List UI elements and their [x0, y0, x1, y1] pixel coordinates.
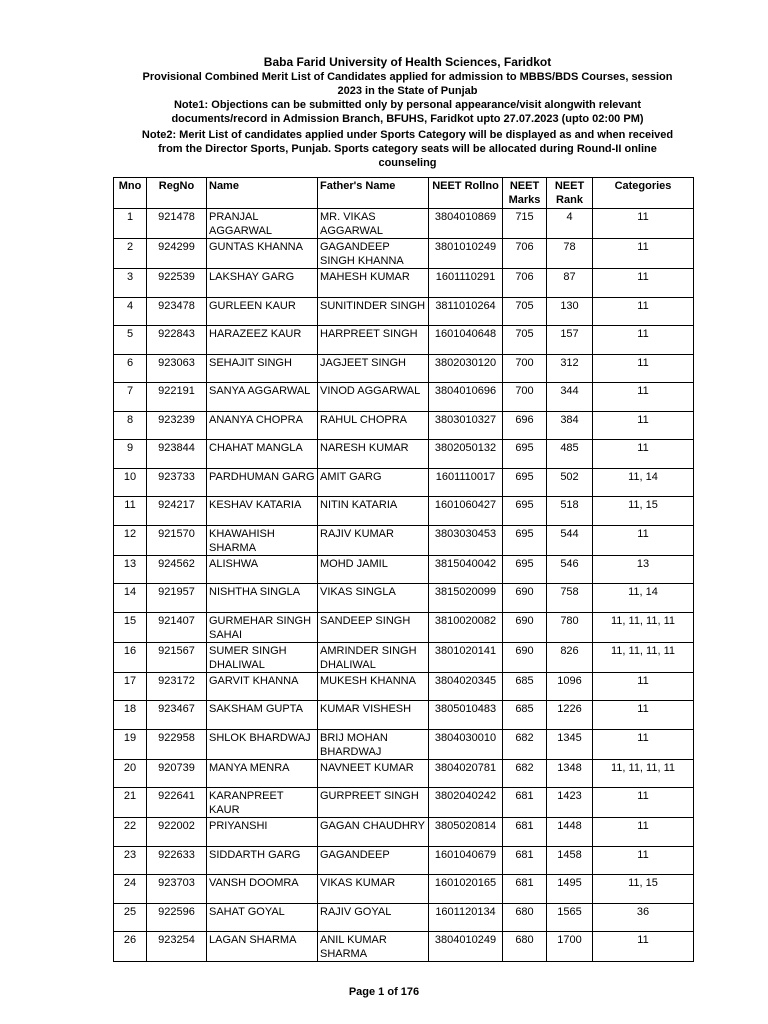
- regno-cell: 923733: [147, 468, 207, 497]
- name-cell: LAGAN SHARMA: [207, 932, 318, 962]
- document-header: [100, 55, 715, 170]
- father-name-cell: RAHUL CHOPRA: [318, 411, 429, 440]
- regno-cell: 921407: [147, 612, 207, 642]
- neet-rank-cell: 344: [547, 383, 593, 412]
- mno-cell: 11: [114, 497, 147, 526]
- mno-cell: 2: [114, 239, 147, 269]
- neet-marks-cell: 681: [503, 788, 547, 818]
- name-cell: KARANPREET KAUR: [207, 788, 318, 818]
- table-row: [114, 729, 694, 759]
- table-row: [114, 269, 694, 298]
- father-name-cell: SANDEEP SINGH: [318, 612, 429, 642]
- col-header-name: Name: [207, 178, 318, 209]
- mno-cell: 18: [114, 701, 147, 730]
- neet-marks-cell: 706: [503, 269, 547, 298]
- neet-rank-cell: 1495: [547, 875, 593, 904]
- categories-cell: 11: [593, 354, 694, 383]
- table-row: [114, 759, 694, 788]
- mno-cell: 14: [114, 584, 147, 613]
- neet-marks-cell: 680: [503, 932, 547, 962]
- neet-rollno-cell: 1601110291: [429, 269, 503, 298]
- table-row: [114, 612, 694, 642]
- name-cell: SANYA AGGARWAL: [207, 383, 318, 412]
- neet-rank-cell: 758: [547, 584, 593, 613]
- father-name-cell: GAGAN CHAUDHRY: [318, 818, 429, 847]
- regno-cell: 923467: [147, 701, 207, 730]
- neet-marks-cell: 705: [503, 326, 547, 355]
- mno-cell: 9: [114, 440, 147, 469]
- note2-line-1: Note2: Merit List of candidates applied under Sports Category will be displayed as and when received: [141, 129, 674, 141]
- regno-cell: 923063: [147, 354, 207, 383]
- name-cell: GURMEHAR SINGH SAHAI: [207, 612, 318, 642]
- name-cell: GARVIT KHANNA: [207, 672, 318, 701]
- neet-rollno-cell: 1601120134: [429, 903, 503, 932]
- regno-cell: 922539: [147, 269, 207, 298]
- categories-cell: 11, 11, 11, 11: [593, 642, 694, 672]
- father-name-cell: MOHD JAMIL: [318, 555, 429, 584]
- name-cell: PRANJAL AGGARWAL: [207, 209, 318, 239]
- categories-cell: 11: [593, 440, 694, 469]
- neet-marks-cell: 680: [503, 903, 547, 932]
- regno-cell: 921567: [147, 642, 207, 672]
- neet-rollno-cell: 3804010869: [429, 209, 503, 239]
- col-header-neet-marks: NEET Marks: [503, 178, 547, 209]
- table-header-row: [114, 178, 694, 209]
- name-cell: SHLOK BHARDWAJ: [207, 729, 318, 759]
- neet-rank-cell: 502: [547, 468, 593, 497]
- table-row: [114, 875, 694, 904]
- neet-marks-cell: 700: [503, 383, 547, 412]
- table-row: [114, 297, 694, 326]
- neet-rollno-cell: 3815040042: [429, 555, 503, 584]
- mno-cell: 4: [114, 297, 147, 326]
- university-name: Baba Farid University of Health Sciences, Faridkot: [263, 55, 552, 69]
- father-name-cell: GURPREET SINGH: [318, 788, 429, 818]
- father-name-cell: JAGJEET SINGH: [318, 354, 429, 383]
- neet-rollno-cell: 3802030120: [429, 354, 503, 383]
- neet-rank-cell: 4: [547, 209, 593, 239]
- neet-rollno-cell: 3805020814: [429, 818, 503, 847]
- neet-marks-cell: 685: [503, 701, 547, 730]
- name-cell: GUNTAS KHANNA: [207, 239, 318, 269]
- mno-cell: 26: [114, 932, 147, 962]
- neet-marks-cell: 690: [503, 642, 547, 672]
- mno-cell: 12: [114, 525, 147, 555]
- mno-cell: 8: [114, 411, 147, 440]
- father-name-cell: AMIT GARG: [318, 468, 429, 497]
- regno-cell: 922002: [147, 818, 207, 847]
- categories-cell: 11: [593, 818, 694, 847]
- father-name-cell: NITIN KATARIA: [318, 497, 429, 526]
- neet-marks-cell: 685: [503, 672, 547, 701]
- table-row: [114, 818, 694, 847]
- page-number: Page 1 of 176: [348, 986, 420, 998]
- categories-cell: 11: [593, 297, 694, 326]
- name-cell: NISHTHA SINGLA: [207, 584, 318, 613]
- mno-cell: 3: [114, 269, 147, 298]
- father-name-cell: ANIL KUMAR SHARMA: [318, 932, 429, 962]
- father-name-cell: MR. VIKAS AGGARWAL: [318, 209, 429, 239]
- mno-cell: 16: [114, 642, 147, 672]
- neet-marks-cell: 690: [503, 612, 547, 642]
- neet-marks-cell: 705: [503, 297, 547, 326]
- table-row: [114, 383, 694, 412]
- neet-rollno-cell: 3804020345: [429, 672, 503, 701]
- mno-cell: 21: [114, 788, 147, 818]
- note1-line-1: Note1: Objections can be submitted only by personal appearance/visit alongwith relevant: [173, 99, 641, 111]
- regno-cell: 921478: [147, 209, 207, 239]
- father-name-cell: KUMAR VISHESH: [318, 701, 429, 730]
- name-cell: KHAWAHISH SHARMA: [207, 525, 318, 555]
- neet-rank-cell: 544: [547, 525, 593, 555]
- categories-cell: 11, 14: [593, 468, 694, 497]
- table-row: [114, 326, 694, 355]
- neet-marks-cell: 681: [503, 875, 547, 904]
- neet-marks-cell: 682: [503, 759, 547, 788]
- regno-cell: 923172: [147, 672, 207, 701]
- neet-marks-cell: 690: [503, 584, 547, 613]
- regno-cell: 921570: [147, 525, 207, 555]
- categories-cell: 11: [593, 411, 694, 440]
- mno-cell: 7: [114, 383, 147, 412]
- note2-line-2: from the Director Sports, Punjab. Sports category seats will be allocated during Round-II online: [158, 143, 657, 155]
- categories-cell: 11: [593, 788, 694, 818]
- categories-cell: 11, 14: [593, 584, 694, 613]
- father-name-cell: VIKAS KUMAR: [318, 875, 429, 904]
- neet-rank-cell: 826: [547, 642, 593, 672]
- table-row: [114, 672, 694, 701]
- neet-rank-cell: 157: [547, 326, 593, 355]
- regno-cell: 922596: [147, 903, 207, 932]
- neet-marks-cell: 682: [503, 729, 547, 759]
- mno-cell: 1: [114, 209, 147, 239]
- father-name-cell: BRIJ MOHAN BHARDWAJ: [318, 729, 429, 759]
- table-row: [114, 468, 694, 497]
- name-cell: MANYA MENRA: [207, 759, 318, 788]
- table-row: [114, 584, 694, 613]
- categories-cell: 11: [593, 326, 694, 355]
- neet-marks-cell: 695: [503, 525, 547, 555]
- name-cell: SAHAT GOYAL: [207, 903, 318, 932]
- mno-cell: 24: [114, 875, 147, 904]
- neet-marks-cell: 681: [503, 846, 547, 875]
- name-cell: CHAHAT MANGLA: [207, 440, 318, 469]
- neet-marks-cell: 706: [503, 239, 547, 269]
- regno-cell: 924217: [147, 497, 207, 526]
- name-cell: PARDHUMAN GARG: [207, 468, 318, 497]
- table-row: [114, 903, 694, 932]
- neet-rollno-cell: 3802040242: [429, 788, 503, 818]
- neet-rollno-cell: 3804010249: [429, 932, 503, 962]
- father-name-cell: RAJIV KUMAR: [318, 525, 429, 555]
- table-row: [114, 642, 694, 672]
- name-cell: LAKSHAY GARG: [207, 269, 318, 298]
- mno-cell: 23: [114, 846, 147, 875]
- neet-rollno-cell: 3803030453: [429, 525, 503, 555]
- mno-cell: 5: [114, 326, 147, 355]
- neet-rank-cell: 1348: [547, 759, 593, 788]
- father-name-cell: SUNITINDER SINGH: [318, 297, 429, 326]
- neet-rollno-cell: 3801010249: [429, 239, 503, 269]
- name-cell: VANSH DOOMRA: [207, 875, 318, 904]
- table-row: [114, 497, 694, 526]
- table-row: [114, 788, 694, 818]
- table-row: [114, 440, 694, 469]
- categories-cell: 11, 11, 11, 11: [593, 759, 694, 788]
- neet-rollno-cell: 1601040679: [429, 846, 503, 875]
- note1-line-2: documents/record in Admission Branch, BFUHS, Faridkot upto 27.07.2023 (upto 02:00 PM): [171, 113, 644, 125]
- neet-marks-cell: 695: [503, 468, 547, 497]
- neet-marks-cell: 696: [503, 411, 547, 440]
- neet-marks-cell: 681: [503, 818, 547, 847]
- neet-rollno-cell: 3804020781: [429, 759, 503, 788]
- categories-cell: 11: [593, 846, 694, 875]
- mno-cell: 17: [114, 672, 147, 701]
- col-header-neet-rollno: NEET Rollno: [429, 178, 503, 209]
- neet-rank-cell: 87: [547, 269, 593, 298]
- regno-cell: 922191: [147, 383, 207, 412]
- col-header-categories: Categories: [593, 178, 694, 209]
- table-row: [114, 701, 694, 730]
- regno-cell: 922843: [147, 326, 207, 355]
- regno-cell: 920739: [147, 759, 207, 788]
- neet-rollno-cell: 1601110017: [429, 468, 503, 497]
- regno-cell: 924562: [147, 555, 207, 584]
- neet-rollno-cell: 3804010696: [429, 383, 503, 412]
- categories-cell: 11: [593, 701, 694, 730]
- father-name-cell: AMRINDER SINGH DHALIWAL: [318, 642, 429, 672]
- mno-cell: 15: [114, 612, 147, 642]
- categories-cell: 11: [593, 932, 694, 962]
- categories-cell: 11: [593, 525, 694, 555]
- father-name-cell: VIKAS SINGLA: [318, 584, 429, 613]
- neet-rollno-cell: 3803010327: [429, 411, 503, 440]
- neet-rollno-cell: 1601040648: [429, 326, 503, 355]
- neet-rollno-cell: 3804030010: [429, 729, 503, 759]
- regno-cell: 923254: [147, 932, 207, 962]
- merit-list-table: [113, 177, 694, 962]
- neet-rollno-cell: 3801020141: [429, 642, 503, 672]
- father-name-cell: GAGANDEEP SINGH KHANNA: [318, 239, 429, 269]
- regno-cell: 922641: [147, 788, 207, 818]
- name-cell: SAKSHAM GUPTA: [207, 701, 318, 730]
- col-header-mno: Mno: [114, 178, 147, 209]
- table-row: [114, 354, 694, 383]
- neet-rank-cell: 1226: [547, 701, 593, 730]
- name-cell: PRIYANSHI: [207, 818, 318, 847]
- col-header-neet-rank: NEET Rank: [547, 178, 593, 209]
- categories-cell: 11, 15: [593, 497, 694, 526]
- regno-cell: 923239: [147, 411, 207, 440]
- regno-cell: 924299: [147, 239, 207, 269]
- categories-cell: 11: [593, 209, 694, 239]
- table-row: [114, 525, 694, 555]
- father-name-cell: MUKESH KHANNA: [318, 672, 429, 701]
- father-name-cell: VINOD AGGARWAL: [318, 383, 429, 412]
- neet-marks-cell: 695: [503, 440, 547, 469]
- mno-cell: 25: [114, 903, 147, 932]
- regno-cell: 922633: [147, 846, 207, 875]
- father-name-cell: MAHESH KUMAR: [318, 269, 429, 298]
- neet-rollno-cell: 1601020165: [429, 875, 503, 904]
- father-name-cell: RAJIV GOYAL: [318, 903, 429, 932]
- categories-cell: 36: [593, 903, 694, 932]
- mno-cell: 20: [114, 759, 147, 788]
- neet-rank-cell: 546: [547, 555, 593, 584]
- mno-cell: 6: [114, 354, 147, 383]
- col-header-regno: RegNo: [147, 178, 207, 209]
- neet-rank-cell: 1565: [547, 903, 593, 932]
- title-line-1: Provisional Combined Merit List of Candidates applied for admission to MBBS/BDS Courses, session: [142, 71, 673, 83]
- neet-rank-cell: 130: [547, 297, 593, 326]
- table-row: [114, 411, 694, 440]
- regno-cell: 923844: [147, 440, 207, 469]
- neet-rank-cell: 78: [547, 239, 593, 269]
- regno-cell: 923478: [147, 297, 207, 326]
- categories-cell: 11: [593, 672, 694, 701]
- neet-marks-cell: 715: [503, 209, 547, 239]
- categories-cell: 11, 11, 11, 11: [593, 612, 694, 642]
- name-cell: SEHAJIT SINGH: [207, 354, 318, 383]
- father-name-cell: HARPREET SINGH: [318, 326, 429, 355]
- categories-cell: 11: [593, 383, 694, 412]
- name-cell: ANANYA CHOPRA: [207, 411, 318, 440]
- table-row: [114, 555, 694, 584]
- neet-rank-cell: 780: [547, 612, 593, 642]
- regno-cell: 923703: [147, 875, 207, 904]
- father-name-cell: NARESH KUMAR: [318, 440, 429, 469]
- title-line-2: 2023 in the State of Punjab: [337, 85, 478, 97]
- regno-cell: 921957: [147, 584, 207, 613]
- neet-rank-cell: 1458: [547, 846, 593, 875]
- neet-rank-cell: 1096: [547, 672, 593, 701]
- mno-cell: 10: [114, 468, 147, 497]
- categories-cell: 11, 15: [593, 875, 694, 904]
- neet-rank-cell: 1448: [547, 818, 593, 847]
- name-cell: ALISHWA: [207, 555, 318, 584]
- note2-line-3: counseling: [378, 157, 437, 169]
- neet-rollno-cell: 3802050132: [429, 440, 503, 469]
- neet-rollno-cell: 1601060427: [429, 497, 503, 526]
- neet-rank-cell: 384: [547, 411, 593, 440]
- mno-cell: 19: [114, 729, 147, 759]
- neet-rank-cell: 518: [547, 497, 593, 526]
- name-cell: SIDDARTH GARG: [207, 846, 318, 875]
- father-name-cell: NAVNEET KUMAR: [318, 759, 429, 788]
- neet-marks-cell: 695: [503, 555, 547, 584]
- name-cell: GURLEEN KAUR: [207, 297, 318, 326]
- neet-rank-cell: 1423: [547, 788, 593, 818]
- table-row: [114, 932, 694, 962]
- categories-cell: 13: [593, 555, 694, 584]
- neet-rank-cell: 485: [547, 440, 593, 469]
- categories-cell: 11: [593, 269, 694, 298]
- neet-rollno-cell: 3815020099: [429, 584, 503, 613]
- table-body: [114, 209, 694, 962]
- father-name-cell: GAGANDEEP: [318, 846, 429, 875]
- table-row: [114, 209, 694, 239]
- name-cell: KESHAV KATARIA: [207, 497, 318, 526]
- col-header-father-name: Father's Name: [318, 178, 429, 209]
- neet-rank-cell: 312: [547, 354, 593, 383]
- neet-rollno-cell: 3805010483: [429, 701, 503, 730]
- neet-marks-cell: 700: [503, 354, 547, 383]
- neet-rollno-cell: 3811010264: [429, 297, 503, 326]
- neet-rollno-cell: 3810020082: [429, 612, 503, 642]
- table-row: [114, 239, 694, 269]
- neet-rank-cell: 1345: [547, 729, 593, 759]
- name-cell: SUMER SINGH DHALIWAL: [207, 642, 318, 672]
- table-row: [114, 846, 694, 875]
- name-cell: HARAZEEZ KAUR: [207, 326, 318, 355]
- neet-rank-cell: 1700: [547, 932, 593, 962]
- categories-cell: 11: [593, 729, 694, 759]
- neet-marks-cell: 695: [503, 497, 547, 526]
- mno-cell: 13: [114, 555, 147, 584]
- mno-cell: 22: [114, 818, 147, 847]
- regno-cell: 922958: [147, 729, 207, 759]
- categories-cell: 11: [593, 239, 694, 269]
